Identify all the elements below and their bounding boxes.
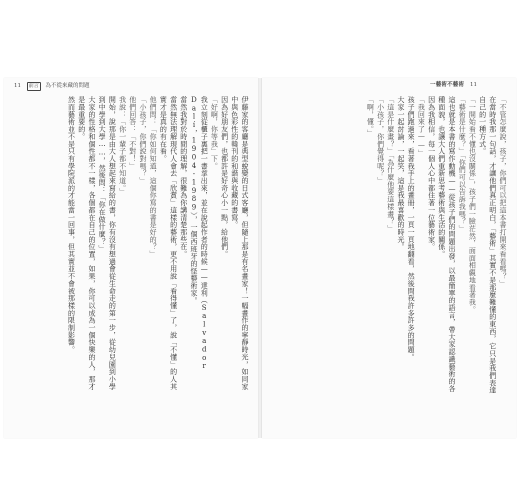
paragraph: 他們問：「你如何知道，這個你寫的書是好的？」 bbox=[149, 96, 158, 258]
paragraph: 「小孩子，你們覺得呢？」 bbox=[376, 96, 385, 185]
paragraph: 我立刻從櫃子裏把一書拿出來，並在說起作者的時候——達利（Salvador Dalí，1904-1989），一個西班牙的怪藝術家。 bbox=[189, 96, 209, 371]
paragraph: 因為我相信，每一個人心中都住著一位藝術家。 bbox=[427, 96, 436, 251]
right-page-number: 11 bbox=[469, 82, 477, 88]
paragraph: 然而藝術並不是只有學院派的才能當一回事，但其實並不會被那樣的限制影響。 bbox=[67, 96, 76, 354]
paragraph: 「小孩子，你們說對嗎？」 bbox=[138, 96, 147, 185]
running-title: 為不從來藏的問題 bbox=[45, 83, 90, 89]
paragraph: 開始，說那是由大人想起來寫給的書，你有沒有想過會從生命走的第一步，從幼兒園到小學到中學到大學……，然後問：「你在做什麼？」 bbox=[98, 96, 117, 390]
paragraph: 因為好朋友們，也都許是好奇心小一點，給他們。 bbox=[220, 96, 229, 258]
paragraph: 「我回來了——」 bbox=[417, 96, 426, 157]
paragraph: 這也就是本書的寫作動機——從孩子們的問題出發，以最簡單的語言，帶大家認識藝術的各種面貌，也讓大人們重新思考藝術與生活的關係。 bbox=[437, 96, 456, 392]
paragraph: 「藝術是什麼？」「你們可以告訴我嗎？」 bbox=[458, 96, 467, 233]
paragraph: 「不管怎麼說，孩子，你們可以把這本書打開來看看嗎？」 bbox=[499, 96, 507, 288]
paragraph: 伊藤家的客廳是典型蛻變的日式客廳，但隨上那是有名畫家！一幅畫作的寧靜時光，如同家中與色彩性的韓刊的和諧與收藏的書寫。 bbox=[230, 96, 249, 390]
paragraph: 大家的性格和個性都不一樣，各個都在自己的位置，如果，你可以成為一個快樂的人，那才是最重要的。 bbox=[77, 96, 96, 390]
paragraph: 他們回答：「不對！」 bbox=[128, 96, 137, 170]
paragraph: 「好啊，你等我」下。 bbox=[210, 96, 219, 170]
paragraph: 大家一起討論，一起笑，這是我最喜歡的時光。 bbox=[396, 96, 405, 251]
left-page-header bbox=[14, 82, 90, 91]
left-page-number: 11 bbox=[14, 83, 21, 89]
book-logo: 一藝術不藝術 bbox=[430, 82, 465, 88]
paragraph: 當然無法理解現代人會去「欣賞」這樣的藝術，更不用說「看得懂」了，說「不懂」的人其實才是真的有在看。 bbox=[159, 96, 178, 390]
right-page-header bbox=[430, 82, 477, 89]
left-page-body bbox=[12, 96, 250, 396]
right-page-body bbox=[270, 96, 508, 396]
paragraph: 孩子們跑過來，看著我手上的畫冊，一頁一頁地翻看，然後問我許多許多的問題。 bbox=[407, 96, 416, 361]
paragraph: 我說：「你一輩子都不知道。」 bbox=[118, 96, 127, 196]
paragraph: 「啊，懂。」 bbox=[366, 96, 375, 137]
paragraph: 「一開始看不懂也沒關係」，孩子們一臉茫然，面面相覷地看著我。 bbox=[468, 96, 477, 313]
paragraph: 「這是什麼畫？」「為什麼他要這樣畫？」 bbox=[386, 96, 395, 233]
paragraph: 當然我對於時間的理解，很難為你講清楚那些在。 bbox=[179, 96, 188, 258]
chapter-badge: 前言 bbox=[28, 83, 39, 89]
paragraph: 在當時我那一句話，才讓他們真正明白，「藝術」其實不是那麼難懂的東西，它只是我們表達自己的一種方式。 bbox=[478, 96, 497, 394]
